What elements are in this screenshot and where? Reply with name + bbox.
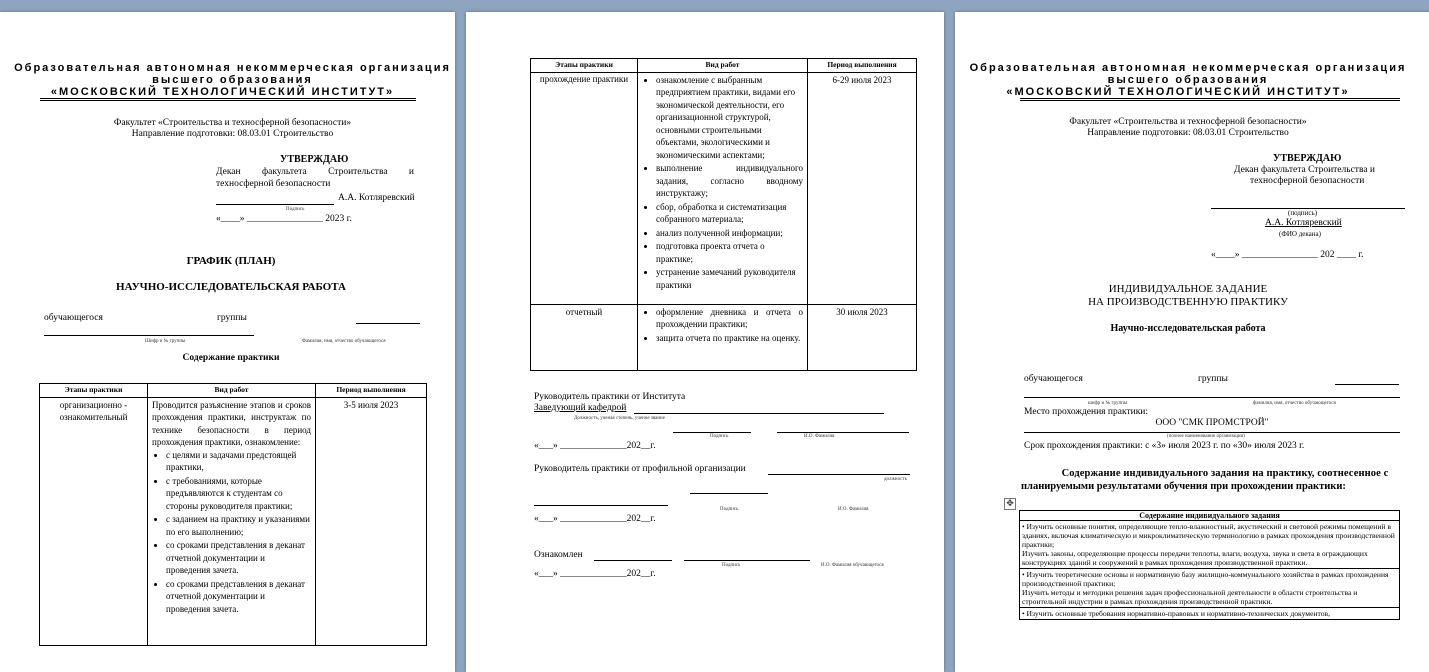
work-intro: Проводится разъяснение этапов и сроков прохождения практики, инструктаж по технике безопасности в период прохождения практики, ознакомление: bbox=[152, 399, 311, 447]
io-caption: И.О. Фамилия bbox=[838, 507, 869, 512]
dean-name: А.А. Котляревский bbox=[338, 193, 415, 203]
signature-caption: Подпись bbox=[720, 507, 739, 512]
place-caption: (полное наименование организации) bbox=[1167, 434, 1245, 439]
place-label: Место прохождения практики: bbox=[1024, 407, 1149, 417]
dean-line-1: Декан факультета Строительства и bbox=[216, 167, 414, 177]
content-title: Содержание практики bbox=[182, 353, 280, 363]
col-header-period: Период выполнения bbox=[316, 384, 427, 398]
student-name-line bbox=[684, 560, 810, 561]
org-position-line bbox=[768, 474, 910, 475]
faculty: Факультет «Строительства и техносферной безопасности» bbox=[113, 118, 352, 128]
list-item: • ознакомление с выбранным предприятием практики, видами его экономической деятельности, его организационной структурой, основными строительными объектами, экологическими и экономическими аспектами; bbox=[656, 74, 803, 162]
dean-signature-line bbox=[216, 204, 334, 205]
group-line bbox=[356, 323, 420, 324]
student-name-line bbox=[1024, 397, 1400, 398]
date-line: «___» ______________202__г. bbox=[534, 441, 656, 451]
col-header-work: Вид работ bbox=[638, 59, 808, 73]
name-line bbox=[777, 432, 909, 433]
document-page-1 bbox=[0, 12, 455, 672]
practice-term: Срок прохождения практики: с «3» июля 2023 г. по «30» июля 2023 г. bbox=[1024, 441, 1305, 451]
name-caption: Фамилия, имя, отчество обучающегося bbox=[302, 339, 386, 344]
student-name-line bbox=[44, 335, 254, 336]
group-label: группы bbox=[217, 313, 247, 323]
col-header-stage: Этапы практики bbox=[531, 59, 638, 73]
name-caption: фамилия, имя, отчество обучающегося bbox=[1253, 401, 1336, 406]
task-row bbox=[1020, 569, 1400, 608]
approve-label: УТВЕРЖДАЮ bbox=[280, 154, 349, 165]
list-item: • подготовка проекта отчета о практике; bbox=[656, 240, 803, 265]
list-item: • устранение замечаний руководителя практики bbox=[656, 266, 803, 291]
list-item: • с заданием на практику и указаниями по его выполнению; bbox=[166, 513, 311, 538]
task-title-3: Научно-исследовательская работа bbox=[1110, 323, 1266, 334]
dean-line-2: техносферной безопасности bbox=[216, 179, 331, 189]
acquainted-label: Ознакомлен bbox=[534, 550, 583, 560]
date-line: «___» ______________202__г. bbox=[534, 569, 656, 579]
col-header-period: Период выполнения bbox=[808, 59, 917, 73]
signature-line bbox=[594, 560, 672, 561]
list-item: • сбор, обработка и систематизация собранного материала; bbox=[656, 201, 803, 226]
dean-name: А.А. Котляревский bbox=[1265, 218, 1342, 228]
col-header-work: Вид работ bbox=[148, 384, 316, 398]
inst-head-line-1: Руководитель практики от Института bbox=[534, 392, 686, 402]
plan-subtitle: НАУЧНО-ИССЛЕДОВАТЕЛЬСКАЯ РАБОТА bbox=[116, 281, 346, 293]
dean-line-2: техносферной безопасности bbox=[1250, 176, 1365, 186]
content-title-2: планируемыми результатами обучения при прохождении практики: bbox=[1021, 481, 1346, 492]
list-item: • оформление дневника и отчета о прохождении практики; bbox=[656, 306, 803, 331]
signature-line bbox=[690, 493, 768, 494]
document-page-3 bbox=[955, 12, 1429, 672]
position-line bbox=[634, 413, 884, 414]
task-row-text: Изучить методы и методики решения задач профессиональной деятельности в области строительства и строительной индустрии в рамках прохождения производственной практики. bbox=[1022, 588, 1358, 606]
signature-caption: Подпись bbox=[286, 207, 305, 212]
work-cell bbox=[148, 397, 316, 645]
work-cell bbox=[638, 304, 808, 370]
task-title-1: ИНДИВИДУАЛЬНОЕ ЗАДАНИЕ bbox=[1108, 283, 1268, 295]
document-page-2 bbox=[466, 12, 944, 672]
approval-date: «____» ________________ 2023 г. bbox=[216, 214, 352, 224]
inst-head-line-2: Заведующий кафедрой bbox=[534, 403, 627, 413]
dean-line-1: Декан факультета Строительства и bbox=[1234, 165, 1375, 175]
stage-cell: организационно - ознакомительный bbox=[40, 397, 148, 645]
table-move-handle[interactable]: ✥ bbox=[1004, 498, 1016, 510]
task-row-text: • Изучить теоретические основы и нормативную базу жилищно-коммунального хозяйства в рамках прохождения производственной практики; bbox=[1022, 570, 1389, 588]
signature-caption: Подпись bbox=[710, 434, 729, 439]
list-item: • с требованиями, которые предъявляются к студентам со стороны руководителя практики; bbox=[166, 475, 311, 513]
fio-caption: (ФИО декана) bbox=[1279, 230, 1321, 238]
task-table-header: Содержание индивидуального задания bbox=[1020, 511, 1400, 521]
practice-table-continued bbox=[530, 58, 917, 371]
signature-caption: (подпись) bbox=[1288, 209, 1318, 217]
group-caption: Шифр и № группы bbox=[145, 339, 186, 344]
work-list bbox=[152, 449, 311, 616]
position-caption: Должность, ученая степень, ученое звание bbox=[574, 416, 665, 421]
approve-label: УТВЕРЖДАЮ bbox=[1273, 153, 1342, 164]
content-title-1: Содержание индивидуального задания на практику, соотнесенное с bbox=[1061, 468, 1389, 479]
group-caption: шифр и № группы bbox=[1088, 401, 1128, 406]
place-value: ООО "СМК ПРОМСТРОЙ" bbox=[1155, 418, 1269, 428]
work-cell bbox=[638, 72, 808, 304]
group-label: группы bbox=[1198, 374, 1228, 384]
direction: Направление подготовки: 08.03.01 Строительство bbox=[131, 129, 334, 139]
io-student-caption: И.О. Фамилия обучающегося bbox=[821, 563, 884, 568]
list-item: • выполнение индивидуального задания, согласно вводному инструктажу; bbox=[656, 162, 803, 200]
task-row-text: • Изучить основные требования нормативно-правовых и нормативно-технических документов, bbox=[1022, 609, 1331, 618]
faculty: Факультет «Строительства и техносферной безопасности» bbox=[1069, 117, 1307, 127]
signature-caption: Подпись bbox=[722, 563, 741, 568]
list-item: • с целями и задачами предстоящей практики, bbox=[166, 449, 311, 474]
org-name-line bbox=[534, 505, 668, 506]
col-header-stage: Этапы практики bbox=[40, 384, 148, 398]
period-cell: 30 июля 2023 bbox=[808, 304, 917, 370]
list-item: • защита отчета по практике на оценку. bbox=[656, 332, 803, 345]
place-line bbox=[1024, 432, 1400, 433]
org-line-2: высшего образования bbox=[1107, 74, 1269, 86]
student-label: обучающегося bbox=[44, 313, 103, 323]
org-line-1: Образовательная автономная некоммерческая организация bbox=[969, 62, 1407, 74]
stage-cell: прохождение практики bbox=[531, 72, 638, 304]
task-row-text: • Изучить основные понятия, определяющие тепло-влажностный, акустический и световой режимы помещений в зданиях, включая климатическую и микроклиматическую терминологию в рамках прохождения производственной практики; bbox=[1022, 522, 1395, 549]
work-list bbox=[642, 306, 803, 345]
student-label: обучающегося bbox=[1024, 374, 1083, 384]
plan-title: ГРАФИК (ПЛАН) bbox=[186, 255, 276, 267]
org-head-label: Руководитель практики от профильной организации bbox=[534, 464, 746, 474]
org-line-3: «МОСКОВСКИЙ ТЕХНОЛОГИЧЕСКИЙ ИНСТИТУТ» bbox=[50, 86, 395, 98]
header-divider bbox=[40, 98, 416, 101]
list-item: • со сроками представления в деканат отчетной документации и проведения зачета. bbox=[166, 578, 311, 616]
org-line-2: высшего образования bbox=[152, 74, 313, 86]
header-divider bbox=[1020, 98, 1400, 101]
approval-date: «____» ________________ 202 ____ г. bbox=[1211, 250, 1364, 260]
signature-line bbox=[673, 432, 751, 433]
practice-table bbox=[39, 383, 427, 646]
io-caption: И.О. Фамилия bbox=[804, 434, 835, 439]
date-line: «___» ______________202__г. bbox=[534, 514, 656, 524]
period-cell: 6-29 июля 2023 bbox=[808, 72, 917, 304]
org-line-1: Образовательная автономная некоммерческая организация bbox=[14, 62, 451, 74]
group-line bbox=[1335, 384, 1399, 385]
list-item: • со сроками представления в деканат отчетной документации и проведения зачета. bbox=[166, 539, 311, 577]
task-title-2: НА ПРОИЗВОДСТВЕННУЮ ПРАКТИКУ bbox=[1088, 296, 1288, 308]
individual-task-table bbox=[1019, 510, 1400, 620]
stage-cell: отчетный bbox=[531, 304, 638, 370]
task-row bbox=[1020, 608, 1400, 620]
task-row bbox=[1020, 521, 1400, 569]
position-caption-2: должность bbox=[884, 477, 907, 482]
org-line-3: «МОСКОВСКИЙ ТЕХНОЛОГИЧЕСКИЙ ИНСТИТУТ» bbox=[1006, 86, 1350, 98]
direction: Направление подготовки: 08.03.01 Строительство bbox=[1087, 128, 1289, 138]
list-item: • анализ полученной информации; bbox=[656, 227, 803, 240]
work-list bbox=[642, 74, 803, 292]
period-cell: 3-5 июля 2023 bbox=[316, 397, 427, 645]
task-row-text: Изучить законы, определяющие процессы передачи теплоты, влаги, воздуха, звука и света в ограждающих конструкциях зданий и сооружений в рамках прохождения производственной практики. bbox=[1022, 549, 1368, 567]
